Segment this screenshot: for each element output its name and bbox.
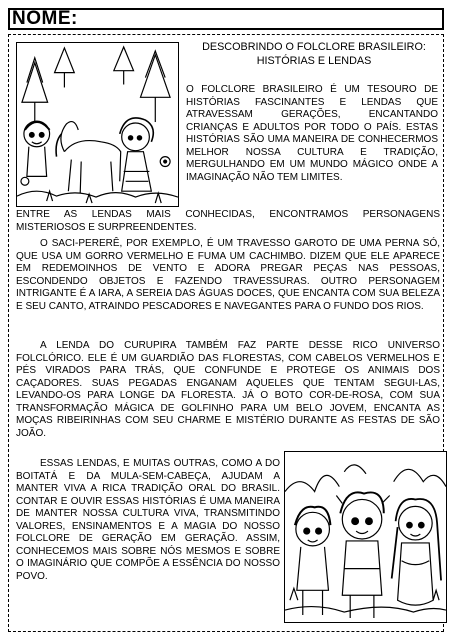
paragraph-intro-end: ENTRE AS LENDAS MAIS CONHECIDAS, ENCONTRAMOS PERSONAGENS MISTERIOSOS E SURPREENDENTES. [16,209,440,233]
paragraph-intro: O FOLCLORE BRASILEIRO É UM TESOURO DE HISTÓRIAS FASCINANTES E LENDAS QUE ATRAVESSAM GERAÇÕES, ENCANTANDO CRIANÇAS E ADULTOS POR TODO O PAÍS. ESTAS HISTÓRIAS SÃO UMA MANEIRA DE CONHECERMOS MELHOR NOSSA CULTURA E TRADIÇÃO, MERGULHANDO EM UM MUNDO MÁGICO ONDE A IMAGINAÇÃO NÃO TEM LIMITES. [186,84,438,183]
article-title-line-1: DESCOBRINDO O FOLCLORE BRASILEIRO: [202,41,426,53]
paragraph-curupira-boto: A LENDA DO CURUPIRA TAMBÉM FAZ PARTE DESSE RICO UNIVERSO FOLCLÓRICO. ELE É UM GUARDIÃO DAS FLORESTAS, COM CABELOS VERMELHOS E PÉS VIRADOS PARA TRÁS, QUE CONFUNDE E PROTEGE OS ANIMAIS DOS CAÇADORES. SUAS PEGADAS ENGANAM AQUELES QUE TENTAM SEGUI-LAS, LEVANDO-OS PARA LONGE DA FLORESTA. JÁ O BOTO COR-DE-ROSA, COM SUA TRANSFORMAÇÃO MÁGICA DE GOLFINHO PARA UM BELO JOVEM, ENCANTA AS MOÇAS RIBEIRINHAS COM SEU CHARME E MISTÉRIO DURANTE AS FESTAS DE SÃO JOÃO. [16,340,440,439]
characters-coloring-image [285,452,446,622]
article-title-line-2: HISTÓRIAS E LENDAS [256,55,372,67]
article-title [186,40,442,68]
name-label: NOME: [12,8,78,29]
forest-coloring-image [17,43,178,206]
paragraph-conclusion: ESSAS LENDAS, E MUITAS OUTRAS, COMO A DO BOITATÁ E DA MULA-SEM-CABEÇA, AJUDAM A MANTER VIVA A RICA TRADIÇÃO ORAL DO BRASIL. CONTAR E OUVIR ESSAS HISTÓRIAS É UMA MANEIRA DE MANTER NOSSA CULTURA VIVA, TRANSMITINDO VALORES, ENSINAMENTOS E A MAGIA DO NOSSO FOLCLORE DE GERAÇÃO EM GERAÇÃO. ASSIM, CONHECEMOS MAIS SOBRE NÓS MESMOS E SOBRE O IMAGINÁRIO QUE COMPÕE A ESSÊNCIA DO NOSSO POVO. [16,458,280,582]
folklore-forest-illustration [16,42,179,207]
paragraph-saci-iara: O SACI-PERERÊ, POR EXEMPLO, É UM TRAVESSO GAROTO DE UMA PERNA SÓ, QUE USA UM GORRO VERMELHO E FUMA UM CACHIMBO. DIZEM QUE ELE APARECE EM REDEMOINHOS DE VENTO E ADORA PREGAR PEÇAS NAS PESSOAS, ESCONDENDO OBJETOS E FAZENDO TRAVESSURAS. OUTRO PERSONAGEM INTRIGANTE É A IARA, A SEREIA DAS ÁGUAS DOCES, QUE ENCANTA COM SUA BELEZA E SEU CANTO, ATRAINDO PESCADORES E NAVEGANTES PARA O FUNDO DOS RIOS. [16,238,440,312]
folklore-characters-illustration [284,451,447,623]
